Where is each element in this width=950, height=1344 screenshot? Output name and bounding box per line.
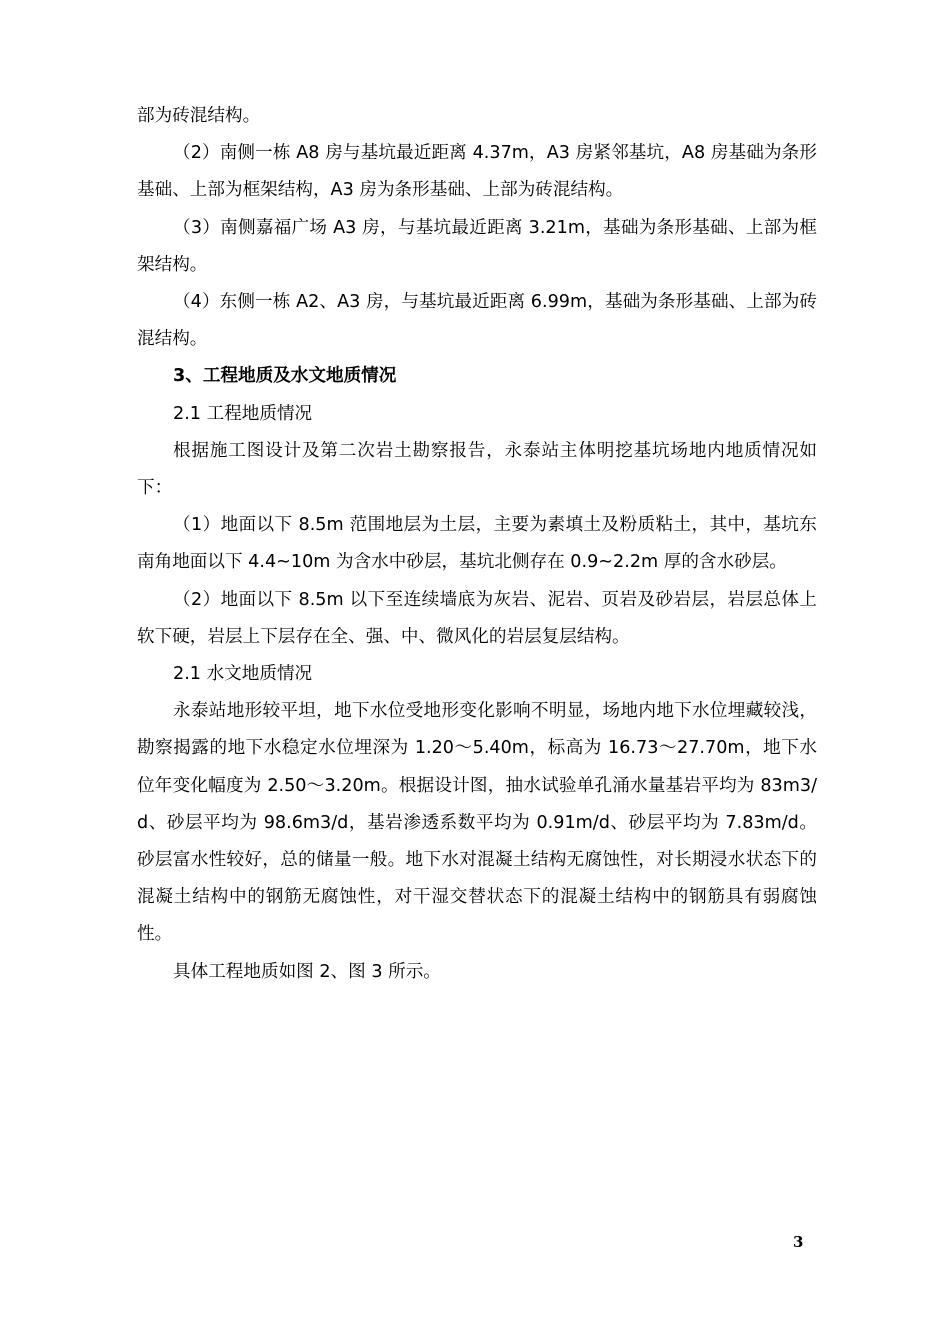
paragraph-item-3: （3）南侧嘉福广场 A3 房，与基坑最近距离 3.21m，基础为条形基础、上部为框架结构。 <box>137 217 817 275</box>
body-text <box>137 98 817 991</box>
section-heading: 3、工程地质及水文地质情况 <box>173 366 397 387</box>
page-number: 3 <box>793 1233 804 1251</box>
paragraph-rock-layer: （2）地面以下 8.5m 以下至连续墙底为灰岩、泥岩、页岩及砂岩层，岩层总体上软下硬，岩层上下层存在全、强、中、微风化的岩层复层结构。 <box>137 589 817 647</box>
paragraph-item-2: （2）南侧一栋 A8 房与基坑最近距离 4.37m，A3 房紧邻基坑，A8 房基础为条形基础、上部为框架结构，A3 房为条形基础、上部为砖混结构。 <box>137 143 817 201</box>
paragraph-continuation: 部为砖混结构。 <box>137 106 261 126</box>
paragraph-groundwater: 永泰站地形较平坦，地下水位受地形变化影响不明显，场地内地下水位埋藏较浅，勘察揭露的地下水稳定水位埋深为 1.20～5.40m，标高为 16.73～27.70m，地下水位年变化幅度为 2.50～3.20m。根据设计图，抽水试验单孔涌水量基岩平均为 83m3/d、砂层平均为 98.6m3/d，基岩渗透系数平均为 0.91m/d、砂层平均为 7.83m/d。砂层富水性较好，总的储量一般。地下水对混凝土结构无腐蚀性，对长期浸水状态下的混凝土结构中的钢筋无腐蚀性，对干湿交替状态下的混凝土结构中的钢筋具有弱腐蚀性。 <box>137 701 817 945</box>
subsection-hydrogeology: 2.1 水文地质情况 <box>173 664 313 685</box>
paragraph-soil-layer: （1）地面以下 8.5m 范围地层为土层，主要为素填土及粉质粘土，其中，基坑东南角地面以下 4.4~10m 为含水中砂层，基坑北侧存在 0.9~2.2m 厚的含水砂层。 <box>137 515 817 573</box>
subsection-engineering-geology: 2.1 工程地质情况 <box>173 403 313 424</box>
paragraph-survey-intro: 根据施工图设计及第二次岩土勘察报告，永泰站主体明挖基坑场地内地质情况如下： <box>137 440 817 499</box>
paragraph-figure-reference: 具体工程地质如图 2、图 3 所示。 <box>173 961 441 982</box>
paragraph-item-4: （4）东侧一栋 A2、A3 房，与基坑最近距离 6.99m，基础为条形基础、上部为砖混结构。 <box>137 292 817 350</box>
